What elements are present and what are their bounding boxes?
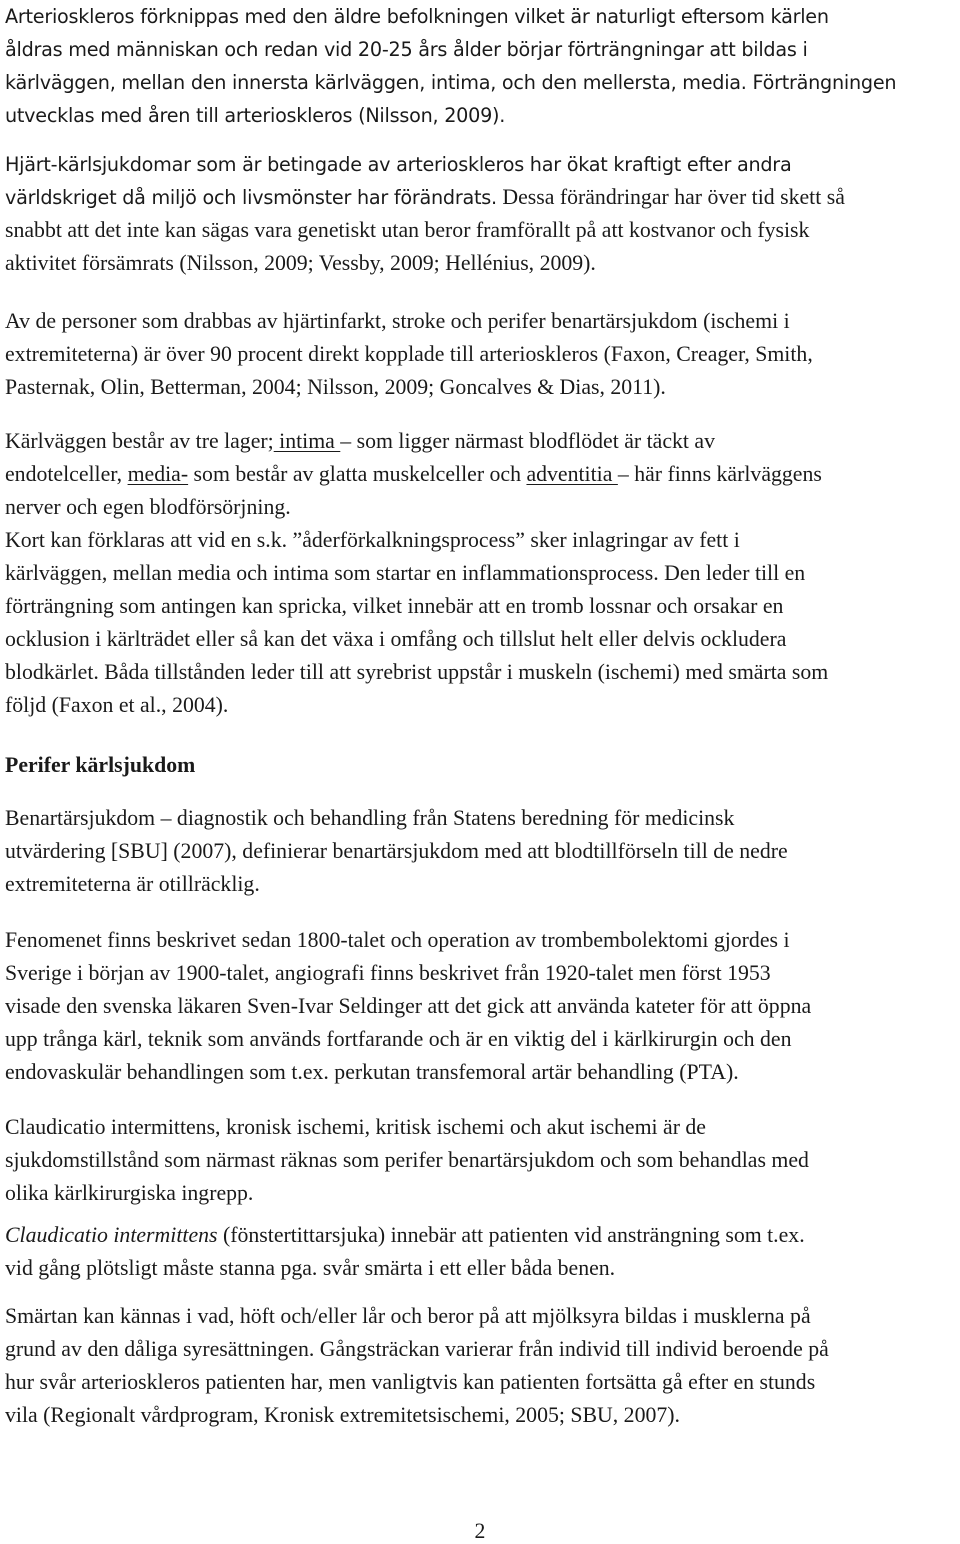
text-line: snabbt att det inte kan sägas vara genetiskt utan beror framförallt på att kostvanor och fysisk: [5, 218, 810, 242]
term-adventitia: adventitia: [526, 462, 618, 486]
text-line: kärlväggen, mellan den innersta kärlväggen, intima, och den mellersta, media. Förträngningen: [5, 71, 897, 94]
text-line: Benartärsjukdom – diagnostik och behandling från Statens beredning för medicinsk: [5, 806, 735, 830]
text-line: nerver och egen blodförsörjning.: [5, 495, 291, 519]
text-segment: som består av glatta muskelceller och: [188, 462, 527, 486]
text-line: [5, 458, 828, 491]
text-line: utvecklas med åren till arterioskleros (Nilsson, 2009).: [5, 104, 506, 127]
text-line: ocklusion i kärlträdet eller så kan det växa i omfång och tillslut helt eller delvis ockludera: [5, 627, 787, 651]
text-segment: som ligger närmast blodflödet är täckt av: [351, 429, 715, 453]
term-intima: intima: [273, 429, 341, 453]
text-line: vila (Regionalt vårdprogram, Kronisk extremitetsischemi, 2005; SBU, 2007).: [5, 1403, 680, 1427]
text-line: Hjärt-kärlsjukdomar som är betingade av arterioskleros har ökat kraftigt efter andra: [5, 153, 792, 176]
text-line: Pasternak, Olin, Betterman, 2004; Nilsson, 2009; Goncalves & Dias, 2011).: [5, 375, 666, 399]
text-line: Smärtan kan kännas i vad, höft och/eller lår och beror på att mjölksyra bildas i musklerna på: [5, 1304, 811, 1328]
text-line: sjukdomstillstånd som närmast räknas som perifer benartärsjukdom och som behandlas med: [5, 1148, 809, 1172]
text-line: extremiteterna) är över 90 procent direkt kopplade till arterioskleros (Faxon, Creager, Smith,: [5, 342, 813, 366]
term-media: media-: [127, 462, 189, 486]
text-line: följd (Faxon et al., 2004).: [5, 693, 229, 717]
paragraph-karlvaggen-lager: [5, 425, 828, 722]
text-segment: (fönstertittarsjuka) innebär att patienten vid ansträngning som t.ex.: [217, 1223, 805, 1247]
paragraph-arterioskleros-intro: [5, 0, 896, 132]
text-line: Arterioskleros förknippas med den äldre befolkningen vilket är naturligt eftersom kärlen: [5, 5, 829, 28]
text-line: [5, 425, 828, 458]
paragraph-smartan: [5, 1300, 829, 1432]
text-segment: –: [340, 429, 352, 453]
text-line: blodkärlet. Båda tillstånden leder till att syrebrist uppstår i muskeln (ischemi) med smärta som: [5, 660, 829, 684]
text-segment: –: [617, 462, 629, 486]
paragraph-hjartinfarkt-stroke: [5, 305, 813, 404]
text-line: Sverige i början av 1900-talet, angiografi finns beskrivet från 1920-talet men först 1953: [5, 961, 771, 985]
paragraph-fenomenet: [5, 924, 811, 1089]
text-line: Fenomenet finns beskrivet sedan 1800-talet och operation av trombembolektomi gjordes i: [5, 928, 790, 952]
text-line: grund av den dåliga syresättningen. Gångsträckan varierar från individ till individ beroende på: [5, 1337, 829, 1361]
text-line: vid gång plötsligt måste stanna pga. svår smärta i ett eller båda benen.: [5, 1256, 616, 1280]
text-line: Claudicatio intermittens, kronisk ischemi, kritisk ischemi och akut ischemi är de: [5, 1115, 706, 1139]
text-line: Av de personer som drabbas av hjärtinfarkt, stroke och perifer benartärsjukdom (ischemi i: [5, 309, 790, 333]
text-segment: här finns kärlväggens: [628, 462, 822, 486]
text-line: [5, 1219, 805, 1252]
text-line: [5, 181, 845, 214]
section-heading: [5, 749, 195, 782]
text-line: förträngning som antingen kan spricka, vilket innebär att en tromb lossnar och orsakar en: [5, 594, 784, 618]
text-line: åldras med människan och redan vid 20-25 års ålder börjar förträngningar att bildas i: [5, 38, 808, 61]
text-line: olika kärlkirurgiska ingrepp.: [5, 1181, 254, 1205]
text-line: Kort kan förklaras att vid en s.k. ”åderförkalkningsprocess” sker inlagringar av fett i: [5, 528, 740, 552]
text-segment: Kärlväggen består av tre lager;: [5, 429, 274, 453]
text-line: aktivitet försämrats (Nilsson, 2009; Vessby, 2009; Hellénius, 2009).: [5, 251, 596, 275]
text-segment: Dessa förändringar har över tid skett så: [496, 185, 845, 209]
page-number: 2: [474, 1519, 486, 1543]
text-line: endovaskulär behandlingen som t.ex. perkutan transfemoral artär behandling (PTA).: [5, 1060, 739, 1084]
text-line: kärlväggen, mellan media och intima som startar en inflammationsprocess. Den leder till en: [5, 561, 806, 585]
paragraph-claudicatio-list: [5, 1111, 809, 1210]
text-line: visade den svenska läkaren Sven-Ivar Seldinger att det gick att använda kateter för att öppna: [5, 994, 812, 1018]
term-claudicatio-intermittens: Claudicatio intermittens: [5, 1223, 218, 1247]
paragraph-benartarsjukdom: [5, 802, 788, 901]
text-line: utvärdering [SBU] (2007), definierar benartärsjukdom med att blodtillförseln till de nedre: [5, 839, 788, 863]
paragraph-claudicatio-definition: [5, 1219, 805, 1285]
text-line: upp trånga kärl, teknik som används fortfarande och är en viktig del i kärlkirurgin och den: [5, 1027, 792, 1051]
text-segment: världskriget då miljö och livsmönster har förändrats.: [5, 186, 497, 209]
text-line: extremiteterna är otillräcklig.: [5, 872, 260, 896]
text-line: hur svår arterioskleros patienten har, men vanligtvis kan patienten fortsätta gå efter en stunds: [5, 1370, 816, 1394]
heading-perifer-karlsjukdom: Perifer kärlsjukdom: [5, 753, 196, 777]
text-segment: endotelceller,: [5, 462, 128, 486]
paragraph-hjart-karlsjukdomar: [5, 148, 845, 280]
